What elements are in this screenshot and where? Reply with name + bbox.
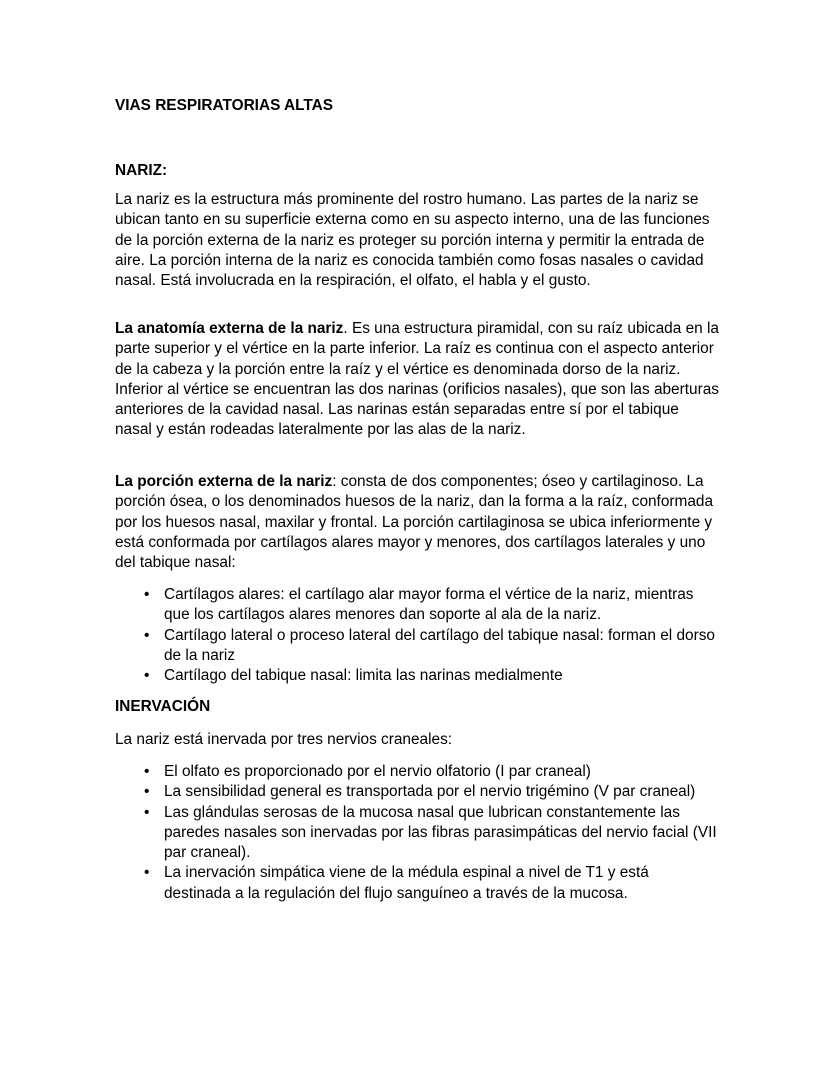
bullet-icon: • [144,626,150,644]
bullet-icon: • [144,763,150,780]
bullet-icon: • [144,803,150,821]
paragraph-anatomia-externa [115,319,719,441]
bullet-icon: • [144,783,150,801]
cartilage-list [115,585,719,686]
paragraph-text: : consta de dos componentes; óseo y cartilaginoso. La porción ósea, o los denominados huesos de la nariz, dan la forma a la raíz, conformada por los huesos nasal, maxilar y frontal. La porción cartilaginosa se ubica inferiormente y está conformada por cartílagos alares mayor y menores, dos cartílagos laterales y uno del tabique nasal: [115,473,714,572]
list-item: • Las glándulas serosas de la mucosa nasal que lubrican constantemente las paredes nasales son inervadas por las fibras parasimpáticas del nervio facial (VII par craneal). [144,803,717,862]
document-title: VIAS RESPIRATORIAS ALTAS [115,97,334,114]
bold-lead: La anatomía externa de la nariz [115,320,344,337]
paragraph-text: . Es una estructura piramidal, con su raíz ubicada en la parte superior y el vértice en la parte inferior. La raíz es continua con el aspecto anterior de la cabeza y la porción entre la raíz y el vértice es denominada dorso de la nariz. Inferior al vértice se encuentran las dos narinas (orificios nasales), que son las aberturas anteriores de la cavidad nasal. Las narinas están separadas entre sí por el tabique nasal y están rodeadas lateralmente por las alas de la nariz. [115,320,719,439]
paragraph-intro-nariz: La nariz es la estructura más prominente del rostro humano. Las partes de la nariz se ubican tanto en su superficie externa como en su aspecto interno, una de las funciones de la porción externa de la nariz es proteger su porción interna y permitir la entrada de aire. La porción interna de la nariz es conocida también como fosas nasales o cavidad nasal. Está involucrada en la respiración, el olfato, el habla y el gusto. [115,191,710,290]
section-heading-nariz: NARIZ: [115,162,168,179]
list-item: • La inervación simpática viene de la médula espinal a nivel de T1 y está destinada a la regulación del flujo sanguíneo a través de la mucosa. [144,864,649,902]
list-item: • Cartílago lateral o proceso lateral del cartílago del tabique nasal: forman el dorso de la nariz [144,626,715,664]
bold-lead: La porción externa de la nariz [115,473,333,490]
section-heading-inervacion: INERVACIÓN [115,698,211,715]
bullet-icon: • [144,864,150,882]
list-item: • Cartílago del tabique nasal: limita las narinas medialmente [115,666,719,686]
paragraph-porcion-externa [115,472,719,573]
bullet-icon: • [144,586,150,603]
list-item: • Cartílagos alares: el cartílago alar mayor forma el vértice de la nariz, mientras que los cartílagos alares menores dan soporte al ala de la nariz. [144,586,694,624]
nerve-list [115,762,719,904]
paragraph-inervacion-intro: La nariz está inervada por tres nervios craneales: [115,731,453,748]
list-item: • La sensibilidad general es transportada por el nervio trigémino (V par craneal) [115,782,719,802]
list-item: • El olfato es proporcionado por el nervio olfatorio (I par craneal) [115,762,719,782]
bullet-icon: • [144,667,150,685]
